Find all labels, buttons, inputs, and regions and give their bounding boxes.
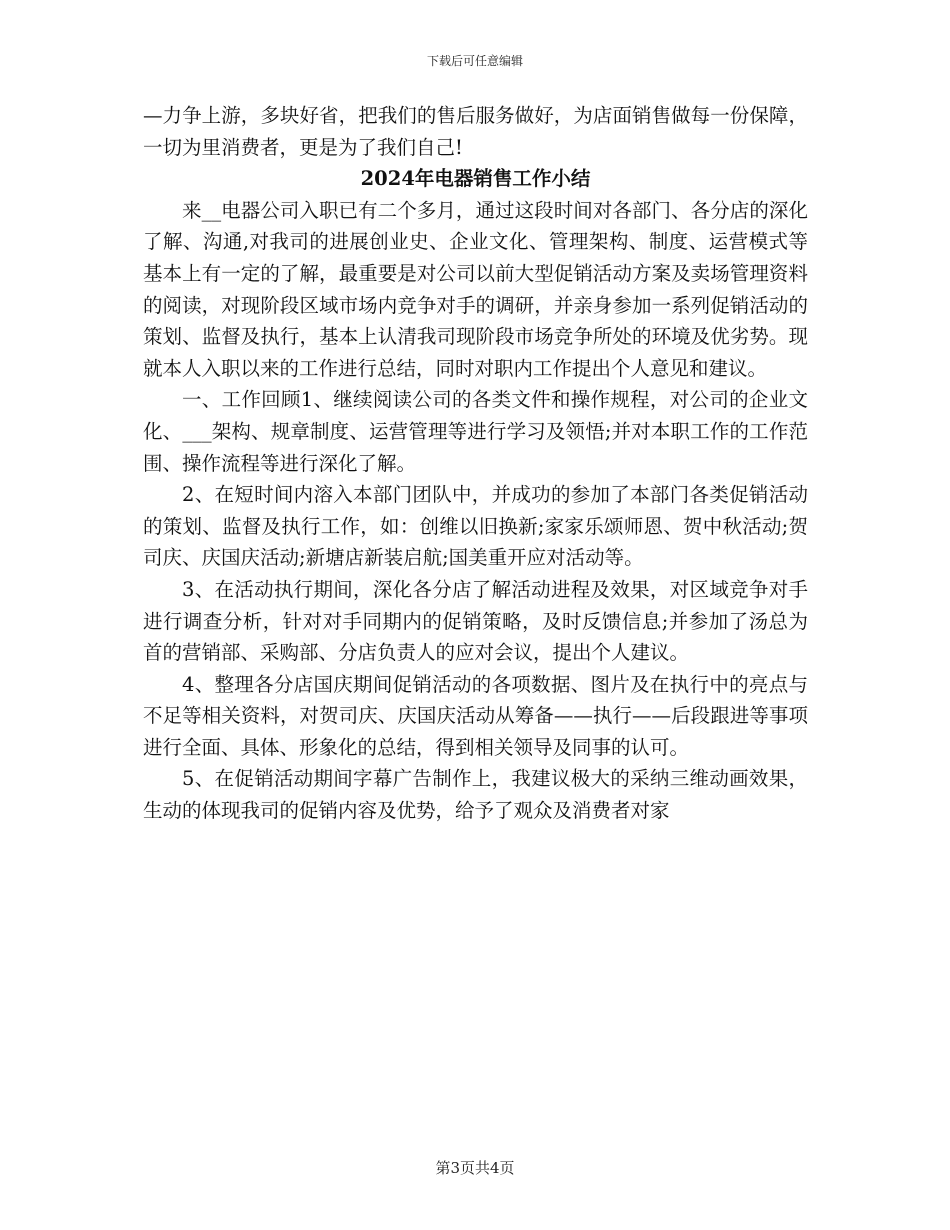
page-header: 下载后可任意编辑 — [426, 54, 523, 68]
paragraph-review-3: 3、在活动执行期间，深化各分店了解活动进程及效果，对区域竞争对手进行调查分析，针对对手同期内的促销策略，及时反馈信息;并参加了汤总为首的营销部、采购部、分店负责人的应对会议，提出个人建议。 — [143, 577, 808, 665]
document-title: 2024年电器销售工作小结 — [360, 167, 591, 191]
document-body — [143, 100, 808, 827]
page-footer: 第3页共4页 — [435, 1159, 515, 1177]
paragraph-intro: 来__电器公司入职已有二个多月，通过这段时间对各部门、各分店的深化了解、沟通,对我司的进展创业史、企业文化、管理架构、制度、运营模式等基本上有一定的了解，最重要是对公司以前大型促销活动方案及卖场管理资料的阅读，对现阶段区域市场内竞争对手的调研，并亲身参加一系列促销活动的策划、监督及执行，基本上认清我司现阶段市场竞争所处的环境及优劣势。现就本人入职以来的工作进行总结，同时对职内工作提出个人意见和建议。 — [143, 198, 808, 380]
paragraph-review-4: 4、整理各分店国庆期间促销活动的各项数据、图片及在执行中的亮点与不足等相关资料，对贺司庆、庆国庆活动从筹备——执行——后段跟进等事项进行全面、具体、形象化的总结，得到相关领导及同事的认可。 — [143, 672, 808, 759]
continuation-paragraph: —力争上游，多块好省，把我们的售后服务做好，为店面销售做每一份保障，一切为里消费者，更是为了我们自己! — [143, 104, 808, 159]
paragraph-review-1: 一、工作回顾1、继续阅读公司的各类文件和操作规程，对公司的企业文化、___架构、规章制度、运营管理等进行学习及领悟;并对本职工作的工作范围、操作流程等进行深化了解。 — [143, 388, 808, 475]
paragraph-review-5: 5、在促销活动期间字幕广告制作上，我建议极大的采纳三维动画效果，生动的体现我司的促销内容及优势，给予了观众及消费者对家 — [143, 767, 808, 823]
paragraph-review-2: 2、在短时间内溶入本部门团队中，并成功的参加了本部门各类促销活动的策划、监督及执行工作，如：创维以旧换新;家家乐颂师恩、贺中秋活动;贺司庆、庆国庆活动;新塘店新装启航;国美重开应对活动等。 — [143, 483, 808, 570]
